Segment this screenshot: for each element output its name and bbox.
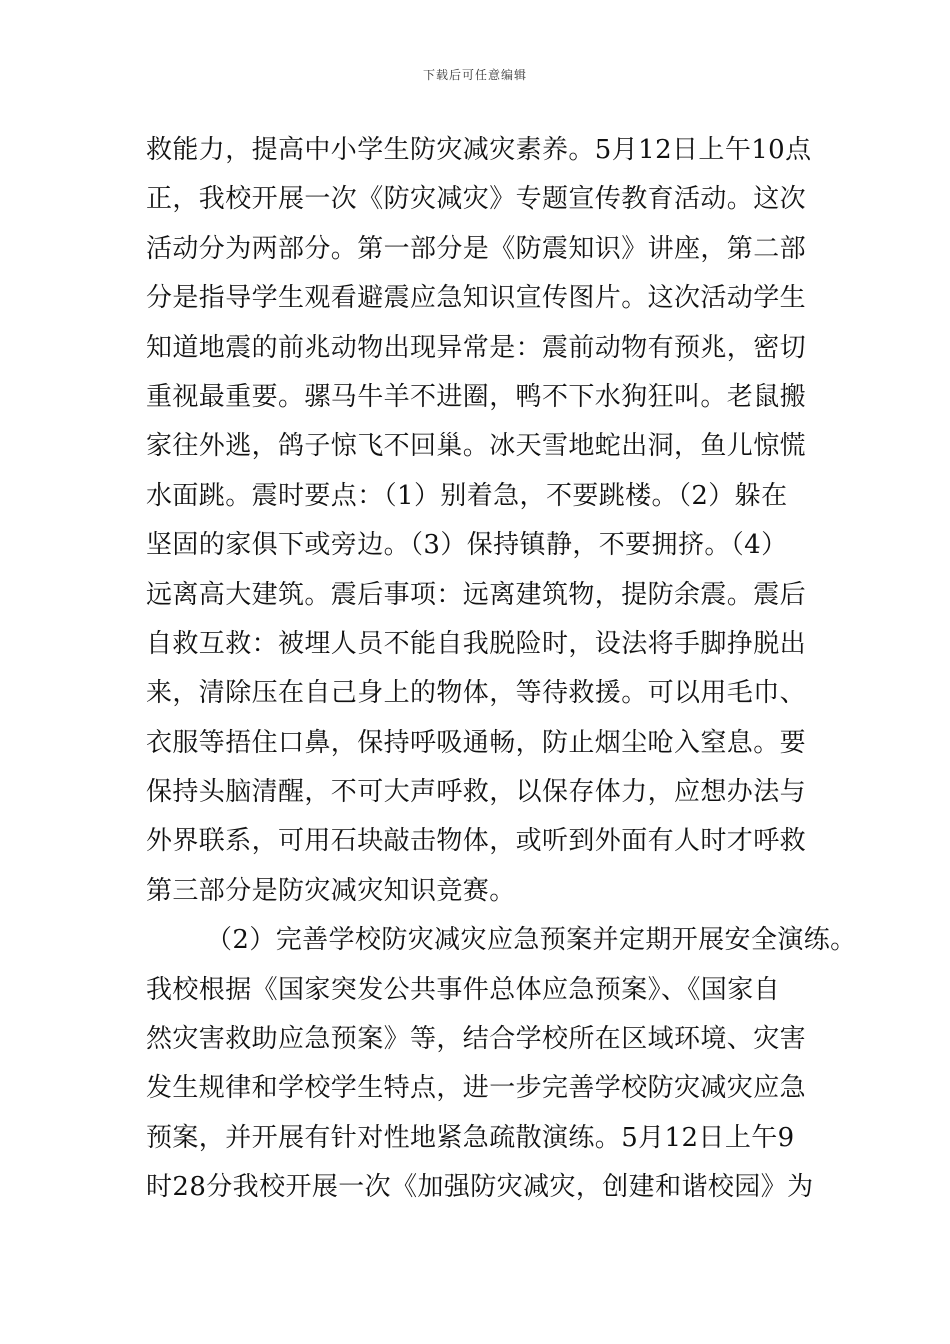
paragraph-start-line: （2）完善学校防灾减灾应急预案并定期开展安全演练。: [206, 925, 857, 956]
text-line: 知道地震的前兆动物出现异常是：震前动物有预兆，密切: [146, 332, 807, 363]
text-line: 预案，并开展有针对性地紧急疏散演练。5月12日上午9: [146, 1122, 795, 1153]
text-line: 自救互救：被埋人员不能自我脱险时，设法将手脚挣脱出: [146, 628, 807, 659]
text-line: 外界联系，可用石块敲击物体，或听到外面有人时才呼救: [146, 826, 807, 857]
text-line: 保持头脑清醒，不可大声呼救，以保存体力，应想办法与: [146, 777, 807, 808]
text-line: 衣服等捂住口鼻，保持呼吸通畅，防止烟尘呛入窒息。要: [146, 727, 807, 758]
text-line: 水面跳。震时要点：（1）别着急，不要跳楼。（2）躲在: [146, 480, 788, 511]
text-line: 重视最重要。骡马牛羊不进圈，鸭不下水狗狂叫。老鼠搬: [146, 381, 807, 412]
page-header: 下载后可任意编辑: [422, 68, 527, 82]
text-line: 家往外逃，鸽子惊飞不回巢。冰天雪地蛇出洞，鱼儿惊慌: [146, 431, 807, 462]
text-line: 然灾害救助应急预案》等，结合学校所在区域环境、灾害: [146, 1024, 807, 1055]
text-line: 坚固的家俱下或旁边。（3）保持镇静，不要拥挤。（4）: [146, 530, 788, 561]
text-line: 正，我校开展一次《防灾减灾》专题宣传教育活动。这次: [146, 184, 807, 215]
document-body: [146, 126, 857, 1213]
text-line: 发生规律和学校学生特点，进一步完善学校防灾减灾应急: [146, 1073, 807, 1104]
text-line: 远离高大建筑。震后事项：远离建筑物，提防余震。震后: [146, 579, 807, 610]
text-line: 第三部分是防灾减灾知识竞赛。: [146, 875, 516, 906]
text-line: 救能力，提高中小学生防灾减灾素养。5月12日上午10点: [146, 135, 812, 165]
text-line: 活动分为两部分。第一部分是《防震知识》讲座，第二部: [146, 233, 807, 264]
text-line: 分是指导学生观看避震应急知识宣传图片。这次活动学生: [146, 283, 807, 314]
text-line: 来，清除压在自己身上的物体，等待救援。可以用毛巾、: [146, 678, 807, 709]
text-line: 时28分我校开展一次《加强防灾减灾，创建和谐校园》为: [146, 1172, 814, 1203]
text-line: 我校根据《国家突发公共事件总体应急预案》、《国家自: [146, 974, 781, 1005]
